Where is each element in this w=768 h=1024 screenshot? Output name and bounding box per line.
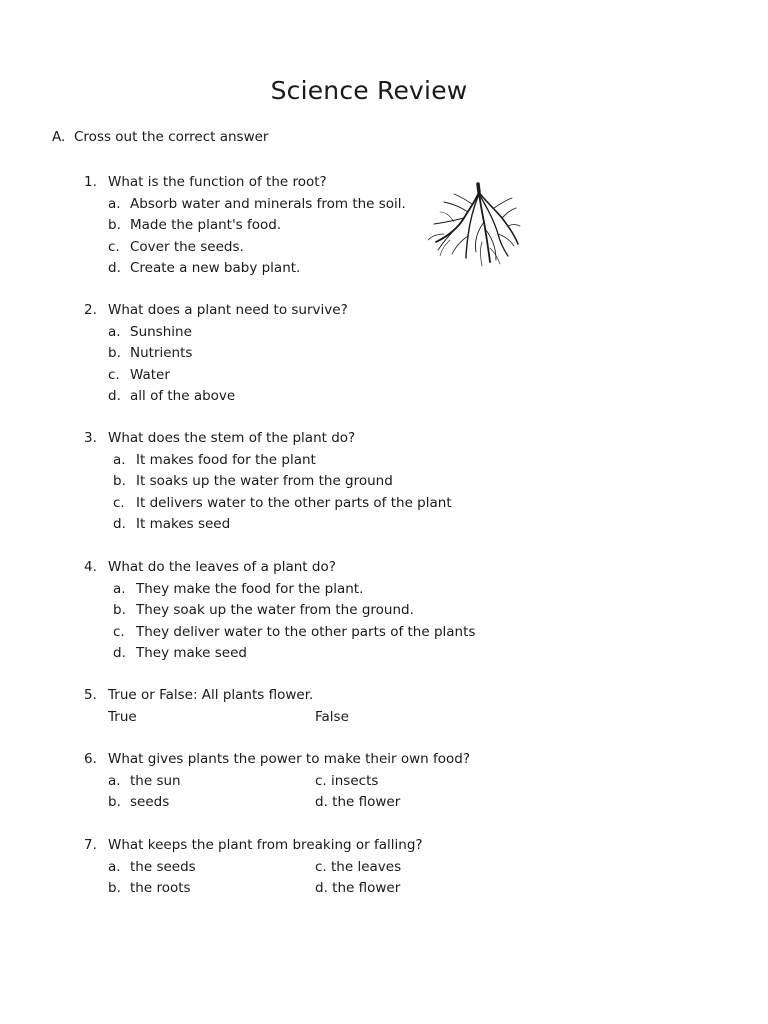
option-text: It makes seed — [136, 516, 231, 532]
option-text: Sunshine — [130, 323, 192, 340]
question-number: 1. — [84, 174, 97, 190]
option-letter: c. — [113, 494, 125, 511]
question-text: What gives plants the power to make their own food? — [108, 751, 471, 767]
question-text: What keeps the plant from breaking or falling? — [108, 837, 423, 853]
answer-option-true[interactable]: True — [108, 708, 137, 725]
question-7-prompt — [84, 835, 604, 857]
question-number: 7. — [84, 837, 97, 853]
option-text: Create a new baby plant. — [130, 260, 301, 276]
option-letter: a. — [108, 858, 121, 875]
answer-option-d[interactable]: d. the flower — [315, 880, 401, 896]
option-letter: d. — [113, 516, 126, 532]
question-7 — [84, 835, 604, 900]
option-letter: a. — [108, 323, 121, 340]
answer-option-c[interactable] — [84, 493, 604, 515]
option-text: They soak up the water from the ground. — [136, 602, 414, 618]
answer-option-a[interactable] — [84, 194, 604, 216]
question-1 — [84, 172, 604, 280]
question-1-prompt — [84, 172, 604, 194]
question-text: What is the function of the root? — [108, 174, 327, 190]
answer-option-d[interactable] — [84, 514, 604, 536]
question-4 — [84, 557, 604, 665]
question-3-prompt — [84, 428, 604, 450]
plant-root-icon — [424, 178, 524, 274]
option-text: They make the food for the plant. — [136, 580, 364, 597]
question-number: 6. — [84, 751, 97, 767]
question-number: 4. — [84, 559, 97, 575]
answer-option-a[interactable] — [84, 450, 604, 472]
answer-option-c[interactable] — [84, 237, 604, 259]
option-text: It makes food for the plant — [136, 451, 316, 468]
option-text: Absorb water and minerals from the soil. — [130, 195, 406, 212]
option-letter: d. — [113, 645, 126, 661]
question-number: 5. — [84, 687, 97, 703]
option-letter: b. — [108, 217, 121, 233]
option-text: Nutrients — [130, 345, 193, 361]
option-letter: b. — [113, 602, 126, 618]
option-letter: c. — [108, 366, 120, 383]
option-text: Water — [130, 366, 170, 383]
question-text: What does the stem of the plant do? — [108, 430, 356, 446]
options-row — [84, 792, 604, 814]
section-instruction: Cross out the correct answer — [74, 129, 269, 145]
option-letter: b. — [108, 880, 121, 896]
answer-option-b[interactable] — [84, 600, 604, 622]
answer-option-false[interactable]: False — [315, 708, 349, 725]
answer-option-a[interactable] — [84, 579, 604, 601]
option-text: Cover the seeds. — [130, 238, 244, 255]
question-4-prompt — [84, 557, 604, 579]
options-row — [84, 878, 604, 900]
answer-option-c[interactable] — [84, 622, 604, 644]
answer-option-c[interactable] — [84, 365, 604, 387]
answer-option-d[interactable] — [84, 643, 604, 665]
answer-option-b[interactable] — [84, 215, 604, 237]
answer-option-d[interactable] — [84, 258, 604, 280]
answer-option-a[interactable] — [108, 771, 181, 793]
option-letter: c. — [113, 623, 125, 640]
option-text: seeds — [130, 794, 170, 810]
option-text: They make seed — [136, 645, 247, 661]
option-letter: a. — [113, 580, 126, 597]
question-5 — [84, 685, 604, 728]
options-row — [84, 771, 604, 793]
question-3 — [84, 428, 604, 536]
section-heading — [52, 129, 268, 145]
question-2-prompt — [84, 300, 604, 322]
answer-option-b[interactable] — [84, 471, 604, 493]
answer-option-d[interactable]: d. the flower — [315, 794, 401, 810]
option-text: the sun — [130, 772, 181, 789]
option-text: Made the plant's food. — [130, 217, 282, 233]
option-letter: c. — [108, 238, 120, 255]
answer-option-c[interactable]: c. insects — [315, 772, 379, 789]
question-text: What do the leaves of a plant do? — [108, 559, 336, 575]
question-2 — [84, 300, 604, 408]
question-number: 3. — [84, 430, 97, 446]
question-5-prompt — [84, 685, 604, 707]
answer-option-a[interactable] — [108, 857, 196, 879]
option-letter: a. — [108, 195, 121, 212]
option-text: all of the above — [130, 388, 236, 404]
question-number: 2. — [84, 302, 97, 318]
answer-option-c[interactable]: c. the leaves — [315, 858, 402, 875]
answer-option-b[interactable] — [84, 343, 604, 365]
question-6-prompt — [84, 749, 604, 771]
option-letter: b. — [108, 345, 121, 361]
answer-option-b[interactable] — [108, 878, 191, 900]
question-text: True or False: All plants flower. — [108, 687, 314, 703]
answer-option-d[interactable] — [84, 386, 604, 408]
option-text: They deliver water to the other parts of the plants — [136, 623, 476, 640]
option-letter: a. — [108, 772, 121, 789]
options-row — [84, 857, 604, 879]
question-6 — [84, 749, 604, 814]
option-text: It soaks up the water from the ground — [136, 473, 393, 489]
option-text: It delivers water to the other parts of the plant — [136, 494, 452, 511]
option-letter: b. — [108, 794, 121, 810]
option-letter: a. — [113, 451, 126, 468]
option-letter: d. — [108, 388, 121, 404]
answer-option-b[interactable] — [108, 792, 169, 814]
true-false-row — [84, 707, 604, 729]
page-title: Science Review — [270, 76, 468, 105]
option-text: the roots — [130, 880, 191, 896]
question-text: What does a plant need to survive? — [108, 302, 348, 318]
option-text: the seeds — [130, 858, 196, 875]
section-label: A. — [52, 129, 66, 145]
answer-option-a[interactable] — [84, 322, 604, 344]
option-letter: b. — [113, 473, 126, 489]
option-letter: d. — [108, 260, 121, 276]
